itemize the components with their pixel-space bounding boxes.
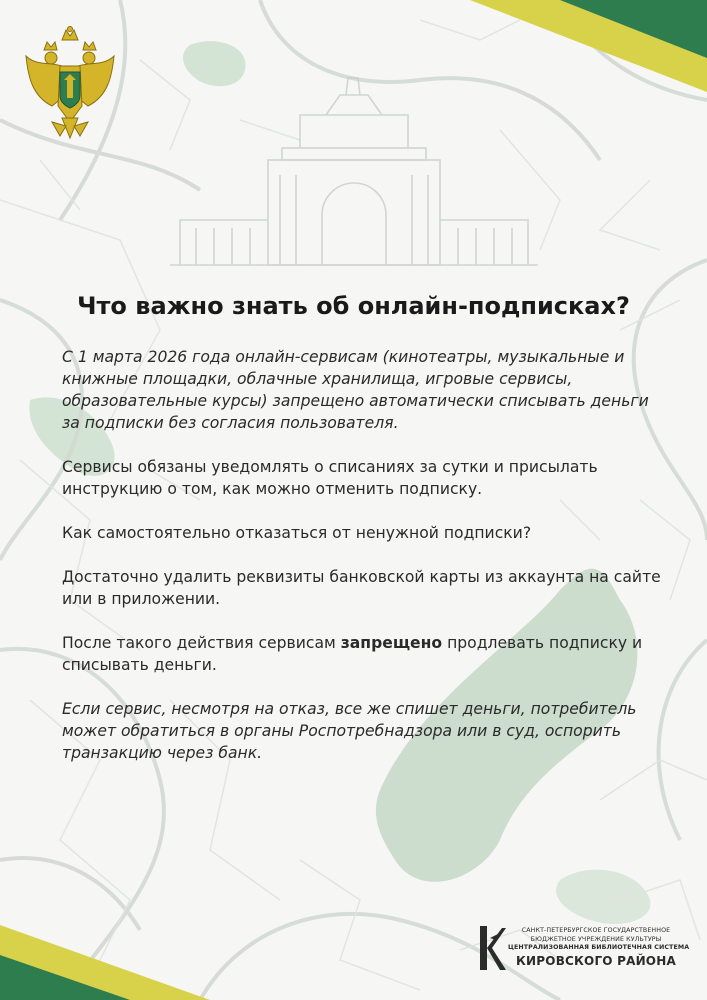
article-body <box>62 346 662 786</box>
page-title: Что важно знать об онлайн-подписках? <box>77 292 630 320</box>
paragraph-remove-card: Достаточно удалить реквизиты банковской карты из аккаунта на сайте или в приложении. <box>62 568 661 608</box>
emphasis-forbidden: запрещено <box>340 634 443 652</box>
double-headed-eagle-emblem-icon <box>22 26 118 146</box>
paragraph-after-removal <box>62 632 662 676</box>
park-shape-bottom <box>556 870 650 924</box>
park-shape-top <box>183 41 245 86</box>
paragraph-question: Как самостоятельно отказаться от ненужной подписки? <box>62 524 532 542</box>
paragraph-after-removal-end: продлевать подписку и списывать деньги. <box>62 634 643 674</box>
arch-silhouette <box>170 78 538 265</box>
book-k-logo-icon <box>478 924 506 972</box>
paragraph-notification-duty: Сервисы обязаны уведомлять о списаниях за сутки и присылать инструкцию о том, как можно отменить подписку. <box>62 458 598 498</box>
library-logo <box>478 924 690 974</box>
library-logo-text <box>508 927 690 969</box>
paragraph-law-intro: С 1 марта 2026 года онлайн-сервисам (кинотеатры, музыкальные и книжные площадки, облачные хранилища, игровые сервисы, образовательные курсы) запрещено автоматически списывать деньги за подписки без согласия пользователя. <box>62 348 649 432</box>
paragraph-complaint-options: Если сервис, несмотря на отказ, все же спишет деньги, потребитель может обратиться в органы Роспотребнадзора или в суд, оспорить транзакцию через банк. <box>62 700 637 762</box>
logo-line-1: САНКТ-ПЕТЕРБУРГСКОЕ ГОСУДАРСТВЕННОЕ <box>521 927 671 934</box>
logo-line-3: ЦЕНТРАЛИЗОВАННАЯ БИБЛИОТЕЧНАЯ СИСТЕМА <box>508 944 690 951</box>
logo-line-4: КИРОВСКОГО РАЙОНА <box>516 953 676 968</box>
logo-line-2: БЮДЖЕТНОЕ УЧРЕЖДЕНИЕ КУЛЬТУРЫ <box>530 935 662 943</box>
paragraph-after-removal-start: После такого действия сервисам <box>62 634 341 652</box>
